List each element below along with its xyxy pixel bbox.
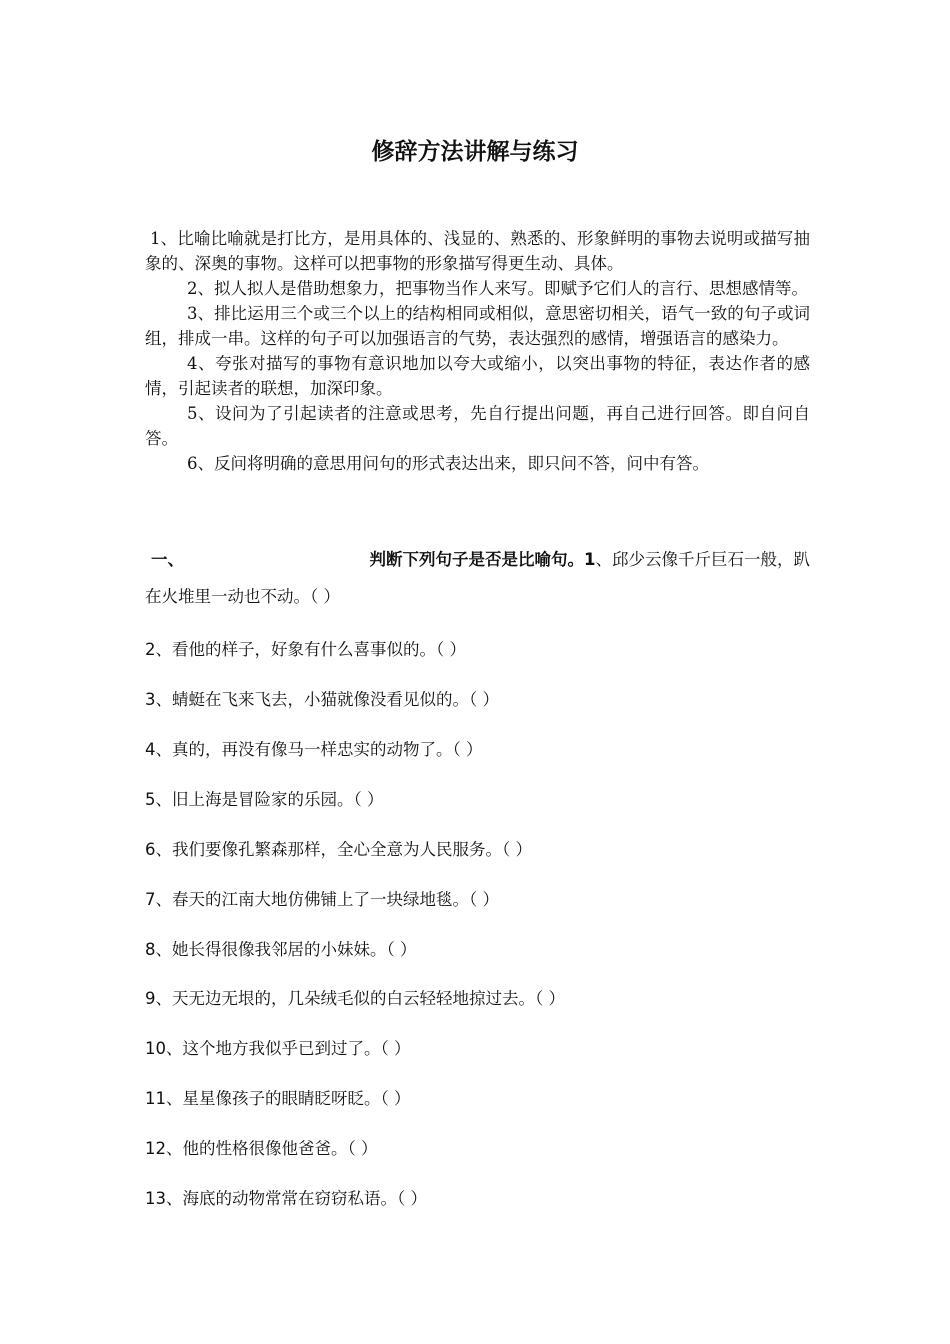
question-item [145,1085,411,1109]
question-text: 、海底的动物常常在窃窃私语。（ ） [166,1189,427,1208]
question-text: 、春天的江南大地仿佛铺上了一块绿地毯。（ ） [155,890,499,909]
question-item [145,886,499,910]
question-text: 、天无边无垠的，几朵绒毛似的白云轻轻地掠过去。（ ） [155,989,565,1008]
question-item [145,1035,411,1059]
question-number: 10 [145,1039,166,1058]
question-number: 12 [145,1139,166,1158]
section-heading-text [370,546,810,574]
page-title: 修辞方法讲解与练习 [371,139,579,165]
question-number: 13 [145,1189,166,1208]
question-text: 、我们要像孔繁森那样，全心全意为人民服务。（ ） [155,840,532,859]
intro-paragraph: 3、排比运用三个或三个以上的结构相同或相似，意思密切相关，语气一致的句子或词组，排成一串。这样的句子可以加强语言的气势，表达强烈的感情，增强语言的感染力。 [145,304,810,348]
question-number: 2 [145,640,156,659]
intro-paragraph: 4、夸张对描写的事物有意识地加以夸大或缩小，以突出事物的特征，表达作者的感情，引起读者的联想，加深印象。 [145,354,810,398]
question-text: 、蜻蜓在飞来飞去，小猫就像没看见似的。（ ） [155,690,499,709]
question-text: 、她长得很像我邻居的小妹妹。（ ） [155,940,417,959]
question-item [145,836,532,860]
question-item [145,985,565,1009]
section-heading-line [145,546,810,574]
exercise-section-1 [145,546,810,611]
question-text: 、旧上海是冒险家的乐园。（ ） [155,790,384,809]
question-number: 4 [145,740,156,759]
question-item [145,936,417,960]
question-text: 、真的，再没有像马一样忠实的动物了。（ ） [155,740,483,759]
question-item [145,1135,378,1159]
question-text-continued: 在火堆里一动也不动。（ ） [145,587,340,606]
question-text: 、这个地方我似乎已到过了。（ ） [166,1039,411,1058]
intro-section [145,226,810,476]
question-number: 6 [145,840,156,859]
section-number: 一、 [151,550,184,569]
intro-paragraph: 1、比喻比喻就是打比方，是用具体的、浅显的、熟悉的、形象鲜明的事物去说明或描写抽象的、深奥的事物。这样可以把事物的形象描写得更生动、具体。 [145,229,810,273]
question-item [145,1185,427,1209]
section-heading: 判断下列句子是否是比喻句。 [369,550,585,569]
intro-paragraph: 5、设问为了引起读者的注意或思考，先自行提出问题，再自己进行回答。即自问自答。 [145,404,810,448]
question-text: 、星星像孩子的眼睛眨呀眨。（ ） [166,1089,411,1108]
question-item [145,636,466,660]
question-item [145,736,483,760]
question-item [145,686,499,710]
intro-paragraph: 6、反问将明确的意思用问句的形式表达出来，即只问不答，问中有答。 [187,454,709,473]
question-number: 5 [145,790,156,809]
question-text: 、邱少云像千斤巨石一般，趴 [595,550,810,569]
question-number: 7 [145,890,156,909]
question-text: 、看他的样子，好象有什么喜事似的。（ ） [155,640,466,659]
question-text: 、他的性格很像他爸爸。（ ） [166,1139,378,1158]
question-item [145,786,384,810]
question-number: 1 [584,550,596,569]
question-number: 11 [145,1089,166,1108]
question-number: 8 [145,940,156,959]
question-number: 9 [145,989,156,1008]
intro-paragraph: 2、拟人拟人是借助想象力，把事物当作人来写。即赋予它们人的言行、思想感情等。 [187,279,808,298]
question-number: 3 [145,690,156,709]
